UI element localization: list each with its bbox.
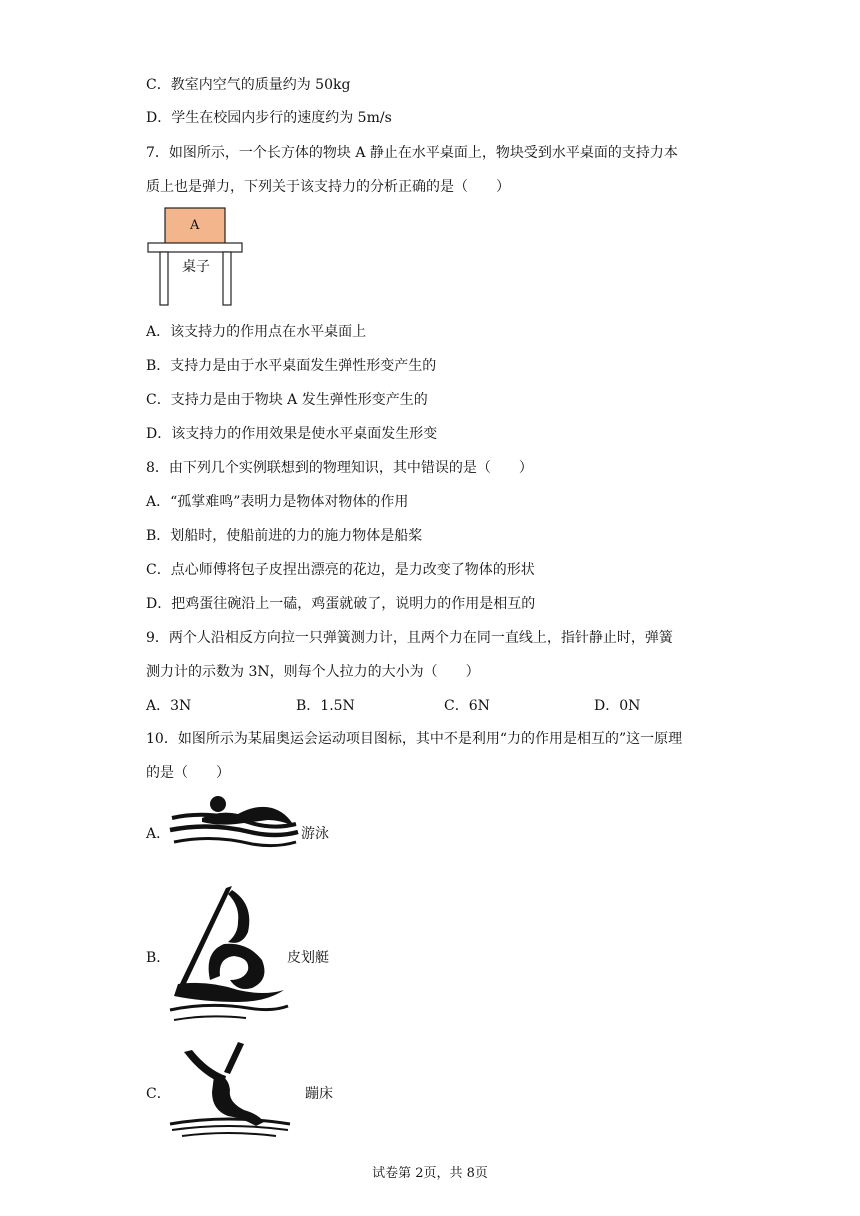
swimming-icon [168, 792, 300, 852]
table-label: 桌子 [182, 259, 210, 275]
q8-option-d: D．把鸡蛋往碗沿上一磕，鸡蛋就破了，说明力的作用是相互的 [146, 596, 536, 612]
q8-option-b: B．划船时，使船前进的力的施力物体是船桨 [146, 528, 423, 544]
q10-option-c-caption: 蹦床 [305, 1086, 333, 1102]
q9-stem-line2: 测力计的示数为 3N，则每个人拉力的大小为（ ） [146, 664, 480, 680]
q9-option-a: A．3N [146, 698, 192, 714]
q7-option-d: D．该支持力的作用效果是使水平桌面发生形变 [146, 426, 438, 442]
q9-option-c: C．6N [444, 698, 490, 714]
q8-option-c: C．点心师傅将包子皮捏出漂亮的花边，是力改变了物体的形状 [146, 562, 535, 578]
q7-stem-line1: 7．如图所示，一个长方体的物块 A 静止在水平桌面上，物块受到水平桌面的支持力本 [146, 145, 678, 161]
q7-option-a: A．该支持力的作用点在水平桌面上 [146, 324, 367, 340]
q8-stem: 8．由下列几个实例联想到的物理知识，其中错误的是（ ） [146, 460, 533, 476]
q9-stem-line1: 9．两个人沿相反方向拉一只弹簧测力计，且两个力在同一直线上，指针静止时，弹簧 [146, 630, 673, 646]
canoe-icon [168, 884, 290, 1024]
q10-option-a-letter: A． [146, 826, 171, 842]
q8-option-a: A．“孤掌难鸣”表明力是物体对物体的作用 [146, 494, 409, 510]
q7-stem-line2: 质上也是弹力，下列关于该支持力的分析正确的是（ ） [146, 179, 510, 195]
table-top [148, 243, 242, 252]
q10-option-b-letter: B． [146, 950, 171, 966]
trampoline-icon [168, 1040, 292, 1138]
q6-option-c: C．教室内空气的质量约为 50kg [146, 77, 351, 93]
q10-option-a-caption: 游泳 [301, 826, 329, 842]
q9-option-b: B．1.5N [296, 698, 355, 714]
page-footer: 试卷第 2页，共 8页 [372, 1166, 488, 1181]
block-a-label: A [190, 218, 200, 233]
q9-option-d: D．0N [594, 698, 641, 714]
q10-option-b-caption: 皮划艇 [287, 950, 329, 966]
q10-stem-line2: 的是（ ） [146, 765, 230, 781]
q10-stem-line1: 10．如图所示为某届奥运会运动项目图标，其中不是利用“力的作用是相互的”这一原理 [146, 731, 683, 747]
q6-option-d: D．学生在校园内步行的速度约为 5m/s [146, 110, 392, 126]
table-leg-left [160, 252, 168, 305]
table-leg-right [223, 252, 231, 305]
q7-option-c: C．支持力是由于物块 A 发生弹性形变产生的 [146, 392, 428, 408]
q10-option-c-letter: C． [146, 1086, 171, 1102]
q7-option-b: B．支持力是由于水平桌面发生弹性形变产生的 [146, 358, 437, 374]
